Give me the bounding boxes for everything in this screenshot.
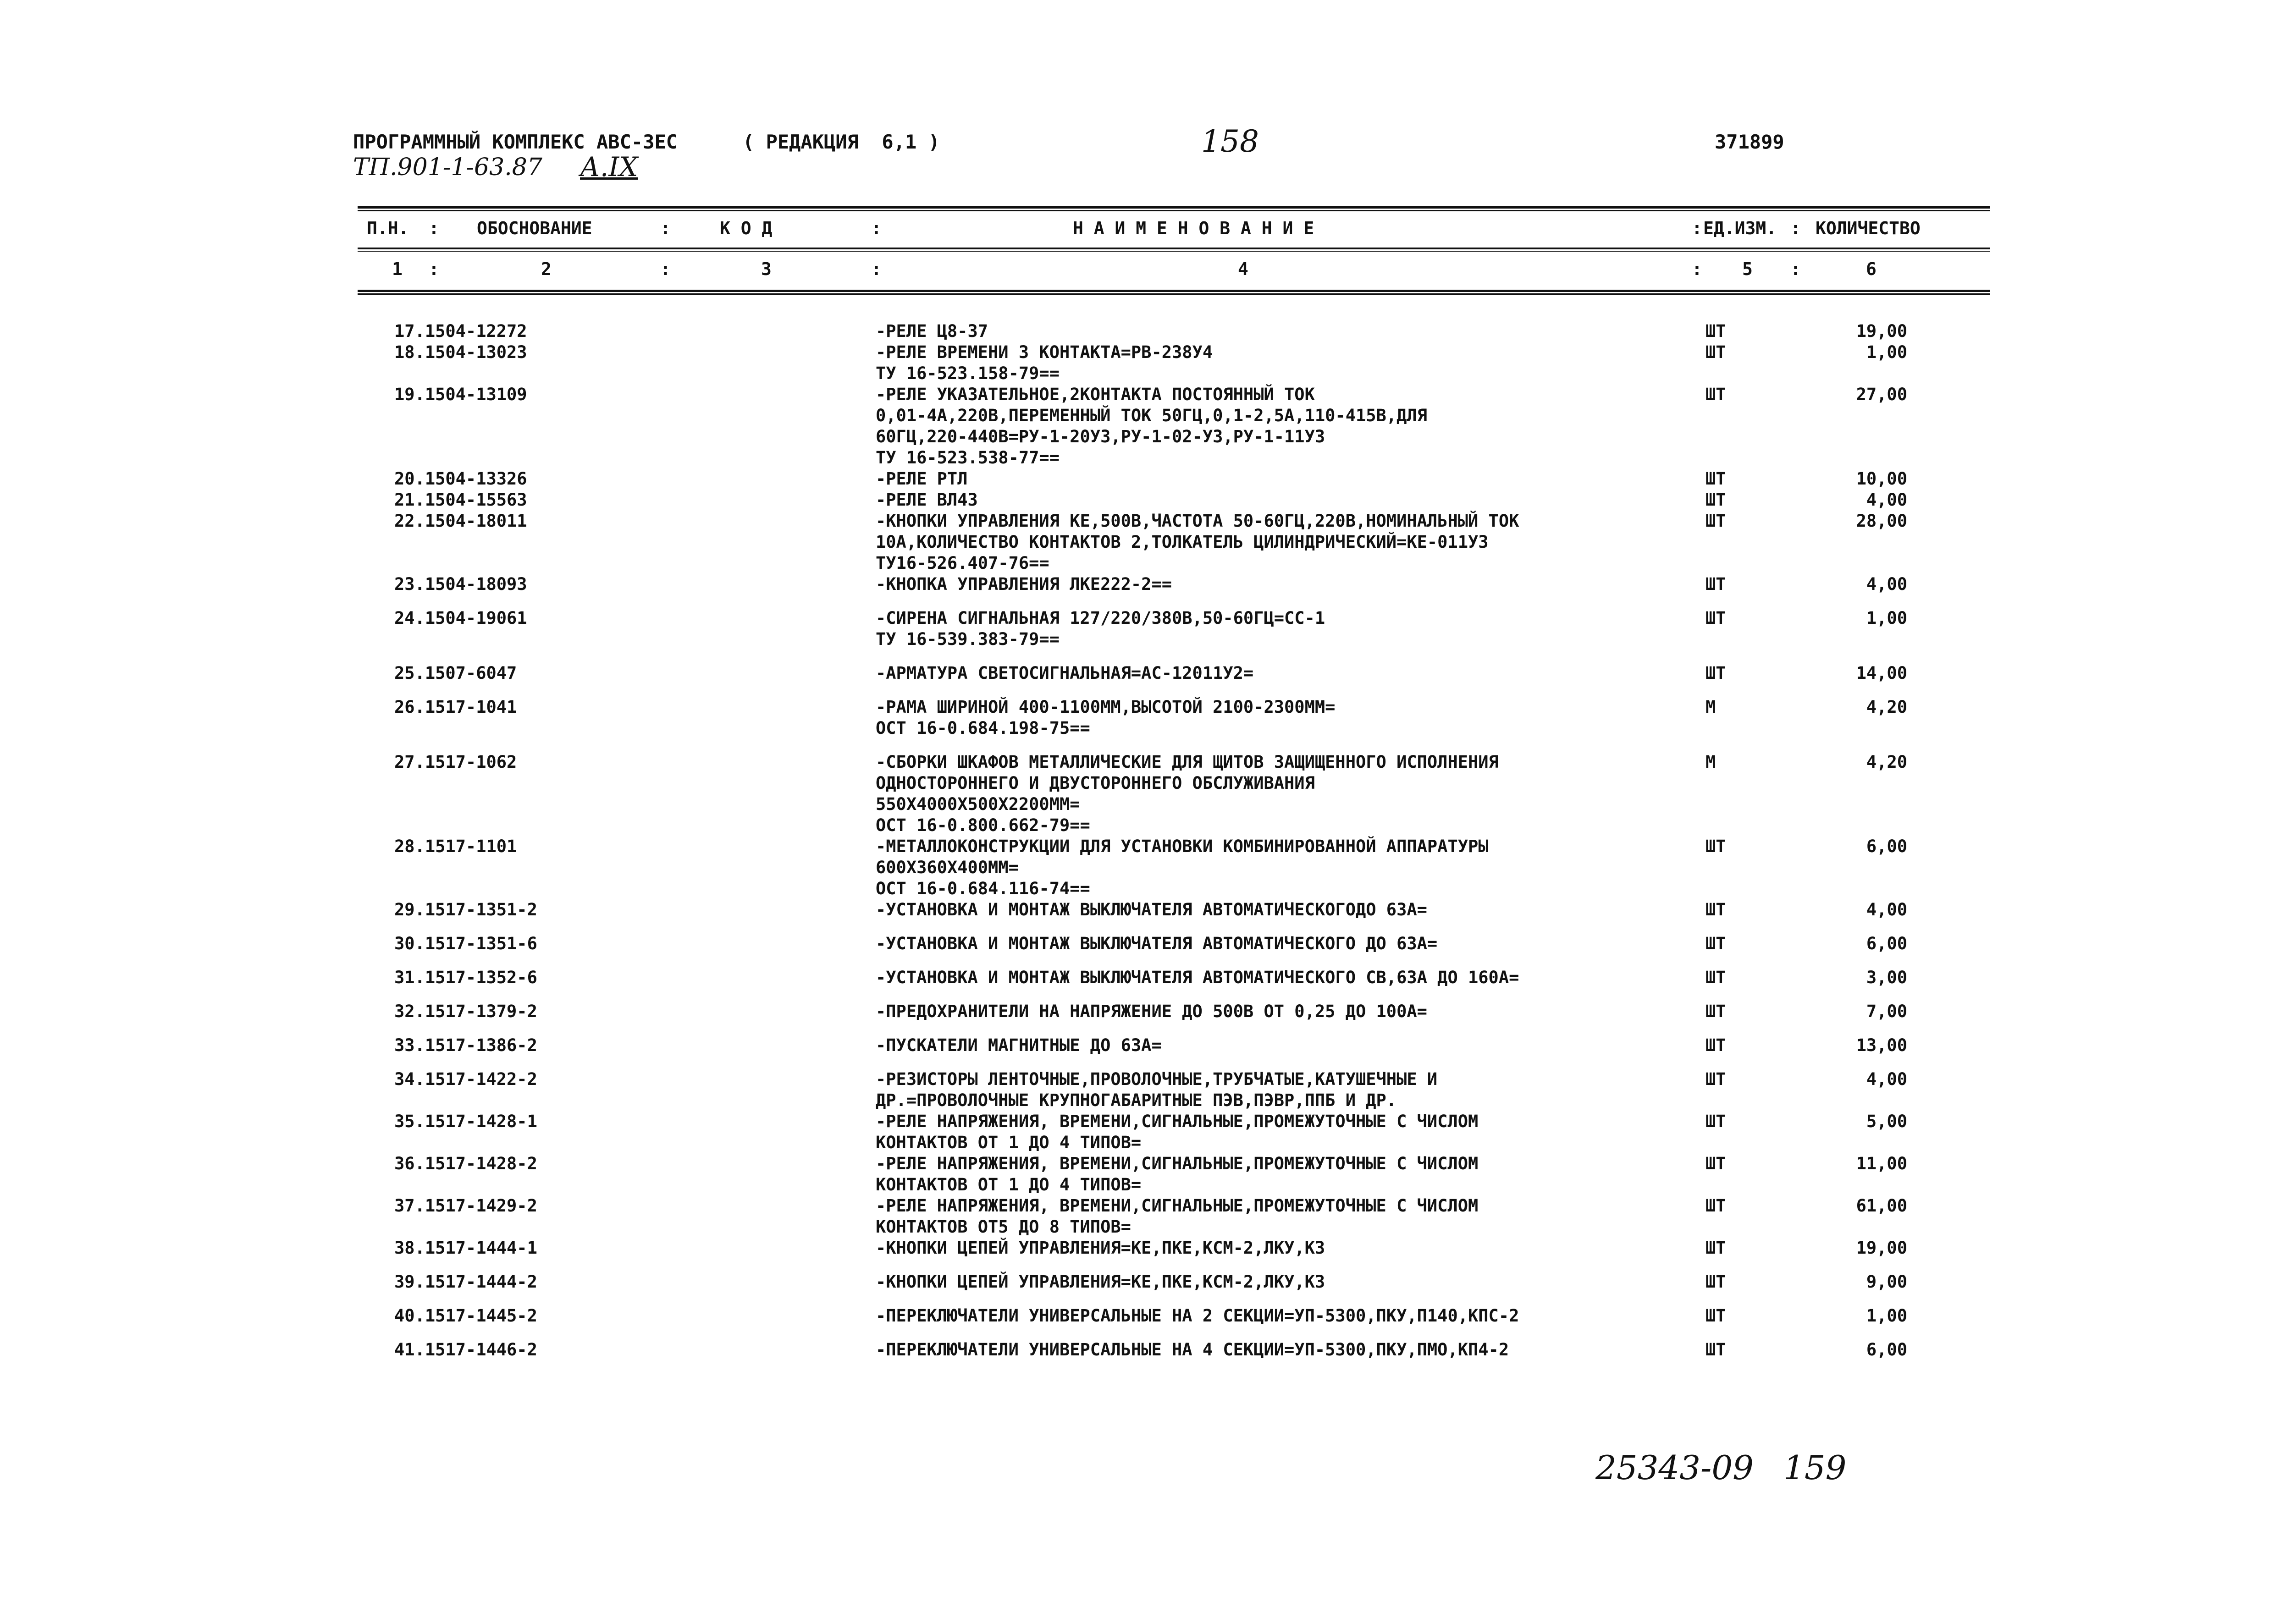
- row-code: [573, 933, 876, 954]
- row-qty: 3,00: [1866, 968, 1907, 987]
- row-number: 33.1517-1386-2: [394, 1035, 537, 1055]
- row-number: 30.1517-1351-6: [394, 934, 537, 953]
- col-number-5: 5: [1742, 259, 1753, 279]
- row-name: -ПЕРЕКЛЮЧАТЕЛИ УНИВЕРСАЛЬНЫЕ НА 4 СЕКЦИИ=УП-5300,ПКУ,ПМО,КП4-2: [876, 1340, 1509, 1360]
- col-pn: П.Н.: [367, 218, 409, 238]
- col-sep-1: :: [429, 218, 439, 238]
- row-code: [573, 1272, 876, 1293]
- table-row: [358, 1195, 1990, 1238]
- row-qty: 14,00: [1856, 663, 1907, 683]
- table-row: [358, 663, 1990, 684]
- table-row: [358, 1111, 1990, 1153]
- row-number: 17.1504-12272: [394, 321, 527, 341]
- table-row: [358, 1035, 1990, 1056]
- row-qty: 28,00: [1856, 511, 1907, 531]
- row-number: 35.1517-1428-1: [394, 1112, 537, 1131]
- row-name: -РЕЛЕ УКАЗАТЕЛЬНОЕ,2КОНТАКТА ПОСТОЯННЫЙ ТОК 0,01-4А,220В,ПЕРЕМЕННЫЙ ТОК 50ГЦ,0,1-2,5А,110-415В,ДЛЯ 60ГЦ,220-440В=РУ-1-20У3,РУ-1-02-У3,РУ-1-11У3 ТУ 16-523.538-77==: [876, 385, 1427, 468]
- row-qty: 5,00: [1866, 1112, 1907, 1131]
- table-row: [358, 468, 1990, 490]
- row-number: 40.1517-1445-2: [394, 1306, 537, 1326]
- row-qty: 11,00: [1856, 1154, 1907, 1173]
- row-qty: 13,00: [1856, 1035, 1907, 1055]
- row-name: -УСТАНОВКА И МОНТАЖ ВЫКЛЮЧАТЕЛЯ АВТОМАТИЧЕСКОГО ДО 63А=: [876, 934, 1438, 953]
- row-number: 23.1504-18093: [394, 574, 527, 594]
- row-unit: ШТ: [1706, 900, 1726, 919]
- table-row: [358, 899, 1990, 920]
- row-unit: ШТ: [1706, 469, 1726, 489]
- row-code: [573, 1238, 876, 1259]
- row-code: [573, 899, 876, 920]
- row-name: -ПУСКАТЕЛИ МАГНИТНЫЕ ДО 63А=: [876, 1035, 1162, 1055]
- table-row: [358, 967, 1990, 988]
- row-number: 24.1504-19061: [394, 608, 527, 628]
- col-sep-3: :: [871, 218, 882, 238]
- row-qty: 4,20: [1866, 752, 1907, 772]
- row-unit: ШТ: [1706, 1035, 1726, 1055]
- row-number: 39.1517-1444-2: [394, 1272, 537, 1292]
- row-qty: 6,00: [1866, 837, 1907, 856]
- row-code: [573, 1111, 876, 1153]
- row-unit: ШТ: [1706, 490, 1726, 510]
- row-unit: ШТ: [1706, 1002, 1726, 1021]
- row-code: [573, 1153, 876, 1195]
- row-code: [573, 836, 876, 899]
- row-name: -УСТАНОВКА И МОНТАЖ ВЫКЛЮЧАТЕЛЯ АВТОМАТИЧЕСКОГО СВ,63А ДО 160А=: [876, 968, 1519, 987]
- table-row: [358, 1001, 1990, 1022]
- edition-label: ( РЕДАКЦИЯ 6,1 ): [743, 131, 940, 153]
- row-code: [573, 342, 876, 384]
- table-row: [358, 1305, 1990, 1327]
- col-sep-n5: :: [1790, 259, 1801, 279]
- program-title: ПРОГРАММНЫЙ КОМПЛЕКС АВС-3ЕС: [353, 131, 678, 153]
- row-name: -РЕЛЕ НАПРЯЖЕНИЯ, ВРЕМЕНИ,СИГНАЛЬНЫЕ,ПРОМЕЖУТОЧНЫЕ С ЧИСЛОМ КОНТАКТОВ ОТ5 ДО 8 ТИПОВ=: [876, 1196, 1479, 1237]
- col-code: К О Д: [720, 218, 773, 238]
- col-sep-n2: :: [660, 259, 671, 279]
- table-row: [358, 490, 1990, 511]
- col-sep-n4: :: [1692, 259, 1702, 279]
- row-name: -КНОПКИ ЦЕПЕЙ УПРАВЛЕНИЯ=КЕ,ПКЕ,КСМ-2,ЛКУ,КЗ: [876, 1272, 1325, 1292]
- row-qty: 61,00: [1856, 1196, 1907, 1216]
- row-unit: ШТ: [1706, 342, 1726, 362]
- project-code: ТП.901-1-63.87: [353, 154, 542, 181]
- row-number: 28.1517-1101: [394, 837, 517, 856]
- table-row: [358, 342, 1990, 384]
- spec-table-body: [358, 321, 1990, 1360]
- table-row: [358, 1069, 1990, 1111]
- row-name: -КНОПКИ УПРАВЛЕНИЯ КЕ,500В,ЧАСТОТА 50-60ГЦ,220В,НОМИНАЛЬНЫЙ ТОК 10А,КОЛИЧЕСТВО КОНТАКТОВ 2,ТОЛКАТЕЛЬ ЦИЛИНДРИЧЕСКИЙ=КЕ-011У3 ТУ16-526.407-76==: [876, 511, 1519, 573]
- table-row: [358, 697, 1990, 739]
- row-name: -АРМАТУРА СВЕТОСИГНАЛЬНАЯ=АС-12011У2=: [876, 663, 1254, 683]
- top-rule-2: [358, 210, 1990, 211]
- row-qty: 4,20: [1866, 697, 1907, 717]
- row-unit: ШТ: [1706, 385, 1726, 404]
- row-unit: ШТ: [1706, 663, 1726, 683]
- row-unit: М: [1706, 752, 1716, 772]
- row-number: 41.1517-1446-2: [394, 1340, 537, 1360]
- row-number: 37.1517-1429-2: [394, 1196, 537, 1216]
- table-row: [358, 752, 1990, 836]
- table-row: [358, 321, 1990, 342]
- row-unit: ШТ: [1706, 968, 1726, 987]
- col-unit: ЕД.ИЗМ.: [1703, 218, 1777, 238]
- row-name: -РЕЛЕ ВРЕМЕНИ 3 КОНТАКТА=РВ-238У4 ТУ 16-523.158-79==: [876, 342, 1213, 383]
- row-unit: ШТ: [1706, 608, 1726, 628]
- row-qty: 19,00: [1856, 1238, 1907, 1258]
- row-unit: ШТ: [1706, 1069, 1726, 1089]
- table-row: [358, 608, 1990, 650]
- col-sep-5: :: [1790, 218, 1801, 238]
- row-number: 20.1504-13326: [394, 469, 527, 489]
- numbers-rule: [358, 290, 1990, 292]
- row-number: 36.1517-1428-2: [394, 1154, 537, 1173]
- row-name: -СБОРКИ ШКАФОВ МЕТАЛЛИЧЕСКИЕ ДЛЯ ЩИТОВ ЗАЩИЩЕННОГО ИСПОЛНЕНИЯ ОДНОСТОРОННЕГО И ДВУСТОРОННЕГО ОБСЛУЖИВАНИЯ 550Х4000Х500Х2200ММ= ОСТ 16-0.800.662-79==: [876, 752, 1499, 835]
- row-qty: 4,00: [1866, 900, 1907, 919]
- col-number-2: 2: [541, 259, 552, 279]
- row-code: [573, 1001, 876, 1022]
- row-qty: 4,00: [1866, 574, 1907, 594]
- table-row: [358, 1238, 1990, 1259]
- row-unit: ШТ: [1706, 1272, 1726, 1292]
- row-code: [573, 752, 876, 836]
- table-row: [358, 384, 1990, 468]
- row-unit: ШТ: [1706, 574, 1726, 594]
- row-number: 38.1517-1444-1: [394, 1238, 537, 1258]
- row-number: 29.1517-1351-2: [394, 900, 537, 919]
- col-qty: КОЛИЧЕСТВО: [1816, 218, 1921, 238]
- row-code: [573, 1035, 876, 1056]
- table-row: [358, 836, 1990, 899]
- numbers-rule-2: [358, 293, 1990, 295]
- row-code: [573, 1339, 876, 1360]
- row-number: 21.1504-15563: [394, 490, 527, 510]
- row-code: [573, 608, 876, 650]
- col-number-1: 1: [392, 259, 403, 279]
- row-qty: 27,00: [1856, 385, 1907, 404]
- row-code: [573, 663, 876, 684]
- row-code: [573, 384, 876, 468]
- row-code: [573, 574, 876, 595]
- row-name: -РЕЛЕ НАПРЯЖЕНИЯ, ВРЕМЕНИ,СИГНАЛЬНЫЕ,ПРОМЕЖУТОЧНЫЕ С ЧИСЛОМ КОНТАКТОВ ОТ 1 ДО 4 ТИПОВ=: [876, 1112, 1479, 1152]
- row-name: -ПЕРЕКЛЮЧАТЕЛИ УНИВЕРСАЛЬНЫЕ НА 2 СЕКЦИИ=УП-5300,ПКУ,П140,КПС-2: [876, 1306, 1519, 1326]
- col-sep-4: :: [1692, 218, 1702, 238]
- row-qty: 10,00: [1856, 469, 1907, 489]
- row-code: [573, 1305, 876, 1327]
- row-qty: 1,00: [1866, 1306, 1907, 1326]
- row-qty: 7,00: [1866, 1002, 1907, 1021]
- row-unit: ШТ: [1706, 511, 1726, 531]
- row-code: [573, 1069, 876, 1111]
- sheet-number: 159: [1783, 1448, 1847, 1487]
- row-number: 31.1517-1352-6: [394, 968, 537, 987]
- header-rule-2: [358, 251, 1990, 252]
- row-name: -РЕЛЕ ВЛ43: [876, 490, 978, 510]
- row-qty: 6,00: [1866, 934, 1907, 953]
- row-name: -РЕЗИСТОРЫ ЛЕНТОЧНЫЕ,ПРОВОЛОЧНЫЕ,ТРУБЧАТЫЕ,КАТУШЕЧНЫЕ И ДР.=ПРОВОЛОЧНЫЕ КРУПНОГАБАРИТНЫЕ ПЭВ,ПЭВР,ППБ И ДР.: [876, 1069, 1438, 1110]
- row-name: -КНОПКИ ЦЕПЕЙ УПРАВЛЕНИЯ=КЕ,ПКЕ,КСМ-2,ЛКУ,КЗ: [876, 1238, 1325, 1258]
- table-row: [358, 574, 1990, 595]
- row-qty: 1,00: [1866, 342, 1907, 362]
- col-basis: ОБОСНОВАНИЕ: [477, 218, 592, 238]
- row-code: [573, 697, 876, 739]
- row-unit: ШТ: [1706, 934, 1726, 953]
- col-number-3: 3: [761, 259, 772, 279]
- doc-code: 371899: [1715, 131, 1784, 153]
- row-name: -РЕЛЕ Ц8-37: [876, 321, 988, 341]
- col-sep-2: :: [660, 218, 671, 238]
- row-name: -ПРЕДОХРАНИТЕЛИ НА НАПРЯЖЕНИЕ ДО 500В ОТ 0,25 ДО 100А=: [876, 1002, 1427, 1021]
- row-number: 18.1504-13023: [394, 342, 527, 362]
- row-unit: М: [1706, 697, 1716, 717]
- row-unit: ШТ: [1706, 1306, 1726, 1326]
- table-row: [358, 933, 1990, 954]
- row-unit: ШТ: [1706, 1340, 1726, 1360]
- row-unit: ШТ: [1706, 1154, 1726, 1173]
- row-qty: 9,00: [1866, 1272, 1907, 1292]
- row-number: 26.1517-1041: [394, 697, 517, 717]
- row-number: 22.1504-18011: [394, 511, 527, 531]
- row-code: [573, 1195, 876, 1238]
- row-code: [573, 468, 876, 490]
- col-number-4: 4: [1238, 259, 1248, 279]
- row-code: [573, 321, 876, 342]
- table-row: [358, 1272, 1990, 1293]
- row-unit: ШТ: [1706, 1238, 1726, 1258]
- col-sep-n1: :: [429, 259, 439, 279]
- row-number: 19.1504-13109: [394, 385, 527, 404]
- row-number: 34.1517-1422-2: [394, 1069, 537, 1089]
- header-rule: [358, 248, 1990, 249]
- row-unit: ШТ: [1706, 837, 1726, 856]
- col-name: Н А И М Е Н О В А Н И Е: [1073, 218, 1314, 238]
- row-qty: 4,00: [1866, 1069, 1907, 1089]
- row-name: -МЕТАЛЛОКОНСТРУКЦИИ ДЛЯ УСТАНОВКИ КОМБИНИРОВАННОЙ АППАРАТУРЫ 600Х360Х400ММ= ОСТ 16-0.684.116-74==: [876, 837, 1489, 898]
- table-row: [358, 511, 1990, 574]
- row-name: -УСТАНОВКА И МОНТАЖ ВЫКЛЮЧАТЕЛЯ АВТОМАТИЧЕСКОГОДО 63А=: [876, 900, 1427, 919]
- row-unit: ШТ: [1706, 321, 1726, 341]
- row-code: [573, 490, 876, 511]
- row-code: [573, 967, 876, 988]
- row-unit: ШТ: [1706, 1196, 1726, 1216]
- page-number: 158: [1201, 124, 1259, 159]
- row-name: -РАМА ШИРИНОЙ 400-1100ММ,ВЫСОТОЙ 2100-2300ММ= ОСТ 16-0.684.198-75==: [876, 697, 1336, 738]
- col-number-6: 6: [1866, 259, 1877, 279]
- row-code: [573, 511, 876, 574]
- top-rule: [358, 206, 1990, 209]
- col-sep-n3: :: [871, 259, 882, 279]
- row-name: -РЕЛЕ НАПРЯЖЕНИЯ, ВРЕМЕНИ,СИГНАЛЬНЫЕ,ПРОМЕЖУТОЧНЫЕ С ЧИСЛОМ КОНТАКТОВ ОТ 1 ДО 4 ТИПОВ=: [876, 1154, 1479, 1195]
- row-qty: 4,00: [1866, 490, 1907, 510]
- table-row: [358, 1339, 1990, 1360]
- row-name: -РЕЛЕ РТЛ: [876, 469, 968, 489]
- archive-stamp: 25343-09: [1595, 1448, 1754, 1487]
- row-unit: ШТ: [1706, 1112, 1726, 1131]
- album-label: А.IX: [580, 151, 638, 182]
- table-row: [358, 1153, 1990, 1195]
- row-qty: 6,00: [1866, 1340, 1907, 1360]
- row-name: -СИРЕНА СИГНАЛЬНАЯ 127/220/380В,50-60ГЦ=СС-1 ТУ 16-539.383-79==: [876, 608, 1325, 649]
- row-number: 32.1517-1379-2: [394, 1002, 537, 1021]
- row-qty: 19,00: [1856, 321, 1907, 341]
- row-name: -КНОПКА УПРАВЛЕНИЯ ЛКЕ222-2==: [876, 574, 1172, 594]
- row-qty: 1,00: [1866, 608, 1907, 628]
- row-number: 27.1517-1062: [394, 752, 517, 772]
- row-number: 25.1507-6047: [394, 663, 517, 683]
